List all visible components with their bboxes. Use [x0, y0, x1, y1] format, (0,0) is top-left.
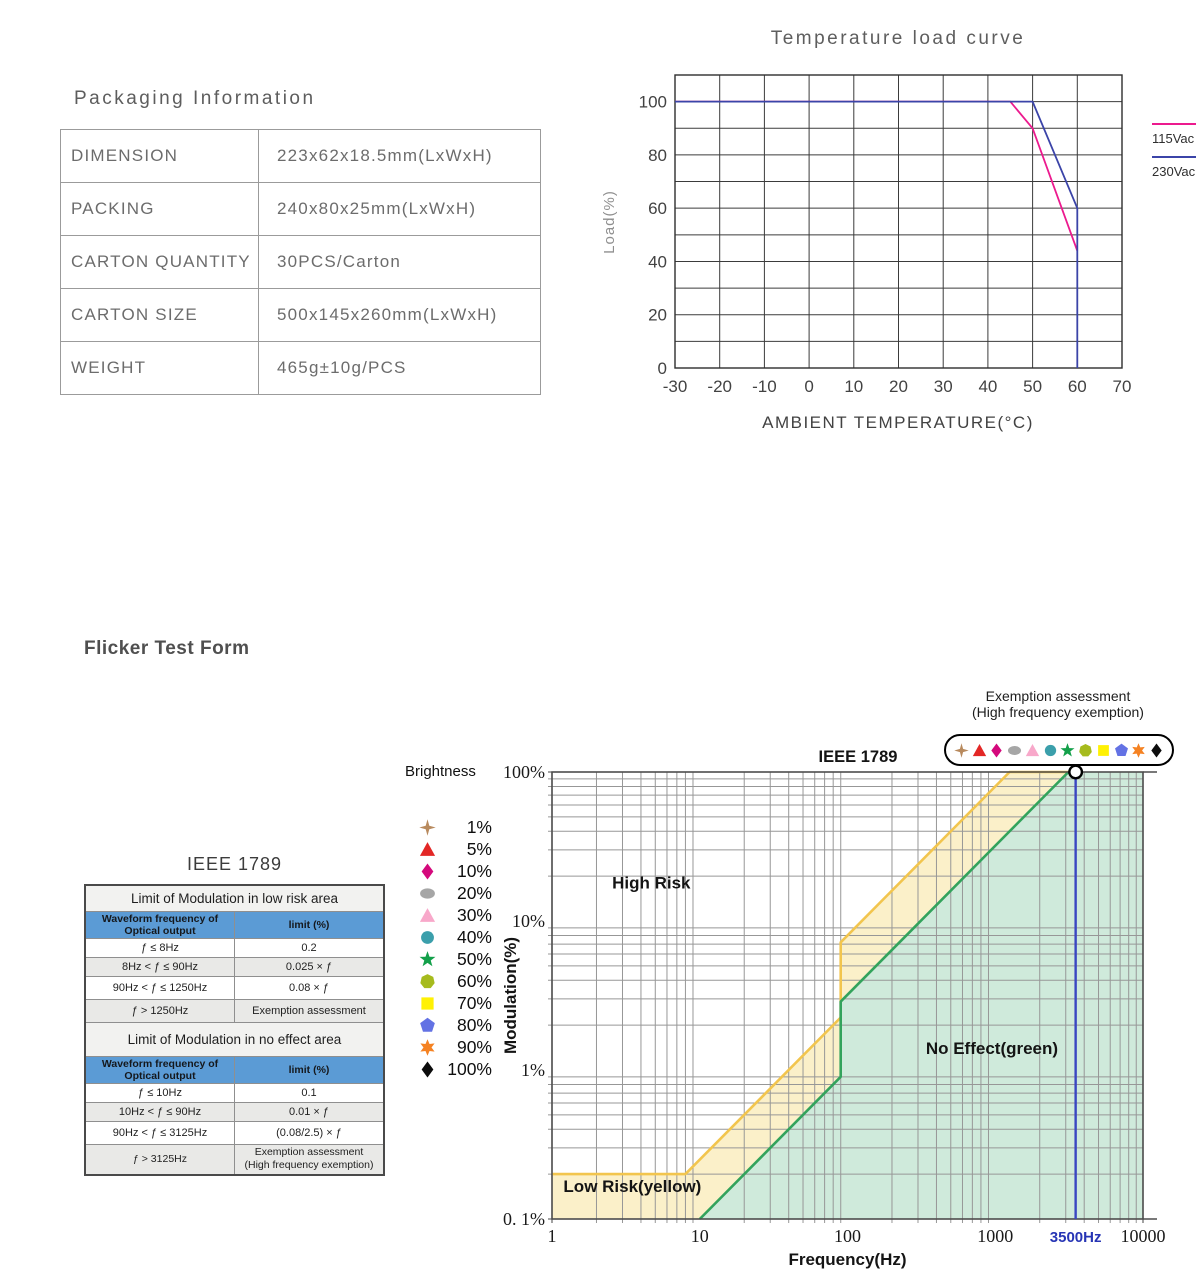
heptagon-marker-icon: [418, 972, 436, 990]
packaging-row-value: 30PCS/Carton: [259, 236, 541, 289]
table-row: [61, 342, 541, 395]
frequency-range: 90Hz < ƒ ≤ 1250Hz: [85, 977, 235, 1000]
section-title: Limit of Modulation in low risk area: [85, 885, 384, 912]
y-tick-label: 60: [648, 199, 667, 219]
table-row: [61, 183, 541, 236]
flicker-heading: Flicker Test Form: [84, 638, 250, 659]
limit-value: 0.2: [235, 939, 385, 958]
y-tick-label: 0. 1%: [503, 1209, 545, 1229]
triangle-marker-icon: [419, 907, 436, 924]
legend-item: [405, 838, 493, 860]
diamond-marker-icon: [419, 863, 436, 880]
column-header: limit (%): [235, 1057, 385, 1084]
exemption-point-marker: [1069, 766, 1082, 779]
limit-value: [235, 1145, 385, 1175]
packaging-row-label: CARTON SIZE: [61, 289, 259, 342]
temp-y-axis-label: Load(%): [601, 190, 618, 254]
ieee-1789-flicker-chart: [495, 685, 1200, 1271]
legend-item-label: 50%: [456, 948, 492, 969]
limit-value-line1: Exemption assessment: [254, 1146, 364, 1159]
x-tick-label: 40: [978, 377, 998, 396]
legend-item: [405, 1014, 493, 1036]
y-tick-label: 1%: [521, 1060, 545, 1080]
frequency-range: 10Hz < ƒ ≤ 90Hz: [85, 1103, 235, 1122]
table-row: [85, 958, 384, 977]
square-marker-icon: [419, 995, 436, 1012]
column-header: limit (%): [235, 912, 385, 939]
legend-item: [405, 1058, 493, 1080]
packaging-row-label: CARTON QUANTITY: [61, 236, 259, 289]
temp-x-axis-label: AMBIENT TEMPERATURE(°C): [762, 413, 1034, 432]
packaging-row-label: DIMENSION: [61, 130, 259, 183]
limit-value-line2: (High frequency exemption): [244, 1159, 374, 1172]
legend-item-label: 100%: [447, 1058, 492, 1079]
brightness-legend: [405, 763, 493, 1080]
x-tick-label: 20: [889, 377, 908, 396]
exemption-line1: Exemption assessment: [985, 688, 1131, 704]
y-tick-label: 20: [648, 305, 667, 325]
legend-item: [405, 904, 493, 926]
limit-value: 0.08 × ƒ: [235, 977, 385, 1000]
table-row: [61, 130, 541, 183]
legend-item-label: 30%: [456, 904, 492, 925]
x-tick-label: 10: [690, 1226, 709, 1246]
x-tick-label: 50: [1023, 377, 1043, 396]
legend-item-label: 90%: [456, 1036, 492, 1057]
x-tick-label: 1000: [977, 1226, 1014, 1246]
table-row: [85, 977, 384, 1000]
y-tick-label: 100%: [503, 762, 545, 782]
legend-item-label: 80%: [456, 1014, 492, 1035]
packaging-row-value: 240x80x25mm(LxWxH): [259, 183, 541, 236]
section-title: Limit of Modulation in no effect area: [85, 1023, 384, 1057]
frequency-range: ƒ ≤ 10Hz: [85, 1084, 235, 1103]
x-tick-label: 1: [547, 1226, 557, 1246]
limit-value: (0.08/2.5) × ƒ: [235, 1122, 385, 1145]
legend-item-label: 5%: [466, 838, 492, 859]
no-effect-label: No Effect(green): [925, 1039, 1059, 1059]
limit-value: 0.01 × ƒ: [235, 1103, 385, 1122]
x-tick-label: 0: [804, 377, 814, 396]
x-tick-label: 10000: [1120, 1226, 1166, 1246]
packaging-row-value: 500x145x260mm(LxWxH): [259, 289, 541, 342]
star6-marker-icon: [419, 1039, 436, 1056]
x-tick-label: 70: [1112, 377, 1132, 396]
y-tick-label: 10%: [512, 911, 545, 931]
exemption-line2: (High frequency exemption): [972, 703, 1144, 720]
table-row: [85, 1145, 384, 1175]
temp-chart-grid: [675, 75, 1122, 368]
limit-value: 0.1: [235, 1084, 385, 1103]
star5-marker-icon: [419, 951, 436, 968]
legend-label-115vac: 115Vac: [1152, 131, 1195, 146]
packaging-row-value: 465g±10g/PCS: [259, 342, 541, 395]
frequency-range: ƒ ≤ 8Hz: [85, 939, 235, 958]
115vac-curve: [675, 102, 1077, 251]
legend-item: [405, 882, 493, 904]
table-row: [85, 1084, 384, 1103]
legend-item-label: 70%: [456, 992, 492, 1013]
packaging-row-label: PACKING: [61, 183, 259, 236]
frequency-range: ƒ > 1250Hz: [85, 1000, 235, 1023]
frequency-range: 8Hz < ƒ ≤ 90Hz: [85, 958, 235, 977]
legend-item-label: 20%: [456, 882, 492, 903]
packaging-row-value: 223x62x18.5mm(LxWxH): [259, 130, 541, 183]
ieee-1789-table-title: IEEE 1789: [186, 854, 283, 874]
ellipse-marker-icon: [419, 885, 436, 902]
y-tick-label: 0: [657, 359, 667, 378]
x-tick-label: 10: [844, 377, 864, 396]
brightness-legend-items: [405, 816, 493, 1080]
flicker-x-axis-label: Frequency(Hz): [788, 1250, 907, 1269]
diamond-marker-icon: [418, 862, 436, 880]
legend-item: [405, 1036, 493, 1058]
legend-item: [405, 816, 493, 838]
frequency-range: ƒ > 3125Hz: [85, 1145, 235, 1175]
column-header: Waveform frequency of Optical output: [85, 912, 235, 939]
circle-marker-icon: [418, 928, 436, 946]
limit-value: 0.025 × ƒ: [235, 958, 385, 977]
circle-marker-icon: [419, 929, 436, 946]
ieee-1789-limit-table: [84, 884, 385, 1176]
flicker-y-axis-label: Modulation(%): [501, 936, 520, 1055]
column-header: Waveform frequency of Optical output: [85, 1057, 235, 1084]
star4-marker-icon: [418, 818, 436, 836]
star4-marker-icon: [419, 819, 436, 836]
y-tick-label: 40: [648, 252, 667, 272]
legend-item-label: 60%: [456, 970, 492, 991]
legend-item: [405, 860, 493, 882]
triangle-marker-icon: [418, 840, 436, 858]
temp-chart-title: Temperature load curve: [770, 28, 1026, 49]
legend-item-label: 10%: [456, 860, 492, 881]
ellipse-marker-icon: [418, 884, 436, 902]
brightness-legend-title: Brightness: [405, 763, 476, 780]
flicker-chart-title: IEEE 1789: [818, 748, 898, 766]
high-risk-label: High Risk: [612, 873, 691, 893]
heptagon-marker-icon: [419, 973, 436, 990]
limit-value: Exemption assessment: [235, 1000, 385, 1023]
temperature-load-chart: [590, 0, 1200, 450]
legend-item: [405, 948, 493, 970]
legend-item-label: 40%: [456, 926, 492, 947]
frequency-range: 90Hz < ƒ ≤ 3125Hz: [85, 1122, 235, 1145]
square-marker-icon: [418, 994, 436, 1012]
exemption-frequency-label: 3500Hz: [1049, 1229, 1102, 1246]
legend-item: [405, 926, 493, 948]
packaging-table: [60, 129, 541, 395]
pentagon-marker-icon: [419, 1017, 436, 1034]
packaging-row-label: WEIGHT: [61, 342, 259, 395]
table-row: [85, 1103, 384, 1122]
y-tick-label: 100: [638, 92, 667, 112]
table-row: [61, 236, 541, 289]
legend-item-label: 1%: [466, 816, 492, 837]
legend-label-230vac: 230Vac: [1152, 164, 1196, 179]
star6-marker-icon: [418, 1038, 436, 1056]
x-tick-label: 30: [933, 377, 953, 396]
y-tick-label: 80: [648, 145, 667, 165]
table-row: [85, 1122, 384, 1145]
legend-item: [405, 970, 493, 992]
triangle-marker-icon: [419, 841, 436, 858]
table-row: [61, 289, 541, 342]
x-tick-label: -10: [752, 377, 777, 396]
diamond-marker-icon: [419, 1061, 436, 1078]
packaging-title: Packaging Information: [74, 88, 316, 109]
star5-marker-icon: [418, 950, 436, 968]
x-tick-label: -20: [707, 377, 732, 396]
low-risk-label: Low Risk(yellow): [563, 1176, 702, 1196]
triangle-marker-icon: [418, 906, 436, 924]
diamond-marker-icon: [418, 1060, 436, 1078]
table-row: [85, 939, 384, 958]
x-tick-label: 100: [834, 1226, 861, 1246]
pentagon-marker-icon: [418, 1016, 436, 1034]
x-tick-label: -30: [662, 377, 688, 396]
x-tick-label: 60: [1067, 377, 1087, 396]
table-row: [85, 1000, 384, 1023]
legend-item: [405, 992, 493, 1014]
